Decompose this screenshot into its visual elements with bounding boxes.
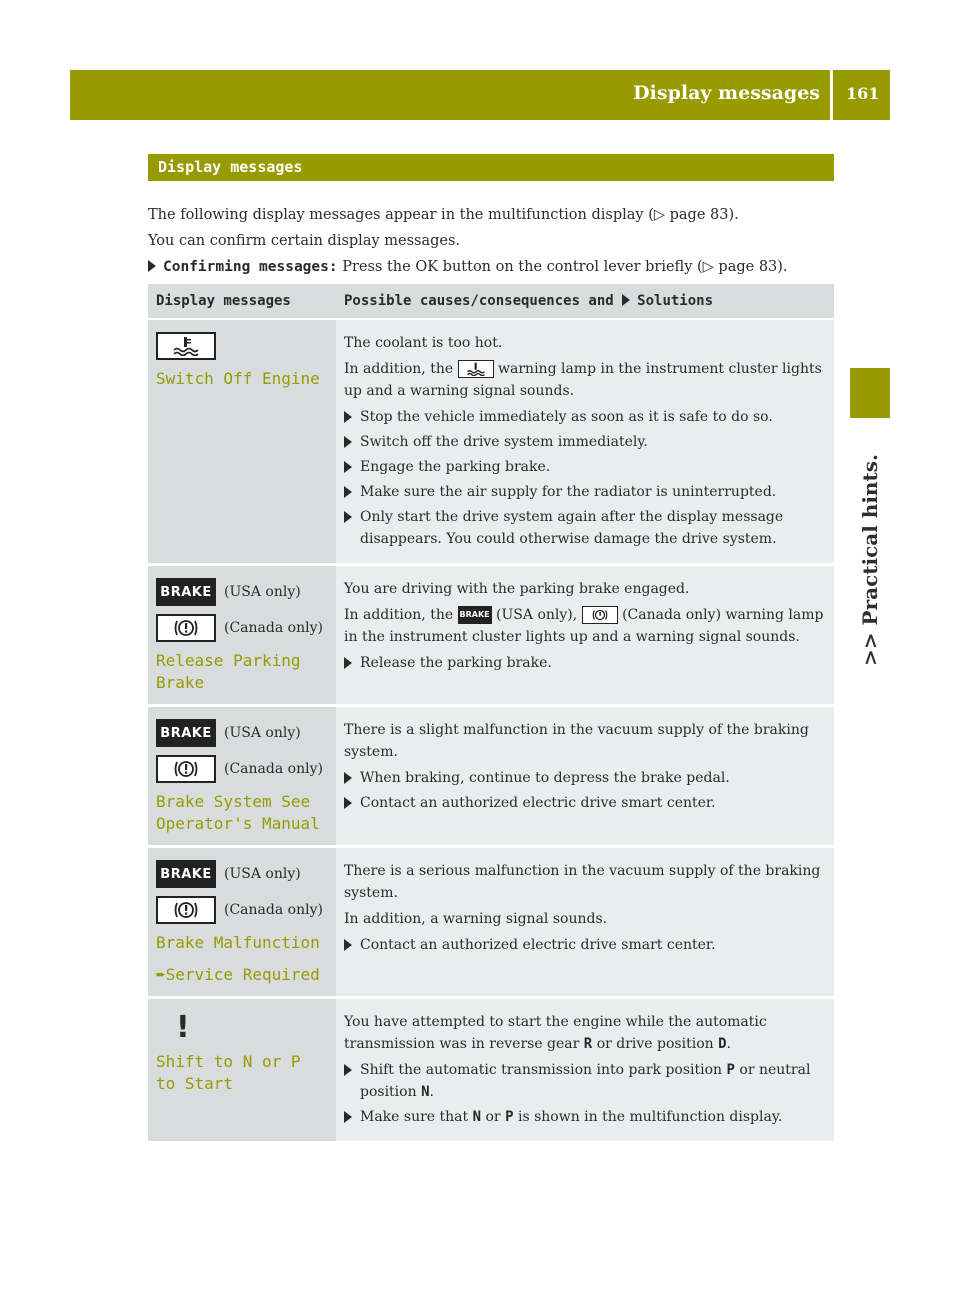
confirm-label: Confirming messages: bbox=[163, 259, 338, 275]
intro-line-1: The following display messages appear in the multifunction display (▷ page 83). bbox=[148, 207, 739, 223]
coolant-temperature-icon bbox=[156, 332, 216, 360]
display-message: Brake System See Operator's Manual bbox=[156, 792, 320, 833]
col2-text-a: Possible causes/consequences and bbox=[344, 293, 614, 309]
text-fragment: is shown in the multifunction display. bbox=[517, 1109, 783, 1125]
display-message: Release Parking Brake bbox=[156, 651, 301, 692]
solution-step: Contact an authorized electric drive smart center. bbox=[344, 934, 826, 956]
intro-confirm bbox=[148, 254, 838, 280]
exclamation-icon: ! bbox=[176, 1010, 190, 1045]
cause-text: You are driving with the parking brake engaged. bbox=[344, 581, 690, 597]
text-fragment: or drive position bbox=[596, 1036, 714, 1052]
region-label: (Canada only) bbox=[224, 620, 323, 636]
solution-step: Switch off the drive system immediately. bbox=[344, 431, 826, 453]
gear-letter: R bbox=[583, 1036, 593, 1052]
col-display-messages: Display messages bbox=[148, 284, 336, 320]
region-label: (USA only) bbox=[224, 584, 301, 600]
side-tab-marker bbox=[850, 368, 890, 418]
solution-cell bbox=[336, 566, 834, 707]
solution-step bbox=[344, 1106, 826, 1128]
cause-text bbox=[344, 1011, 826, 1055]
brake-circle-warning-icon bbox=[582, 606, 618, 624]
header-divider bbox=[830, 70, 833, 120]
table-header bbox=[148, 284, 834, 320]
brake-warning-icon: BRAKE bbox=[156, 860, 216, 888]
display-message: Shift to N or P to Start bbox=[156, 1052, 301, 1093]
solution-step: When braking, continue to depress the brake pedal. bbox=[344, 767, 826, 789]
cause-text bbox=[344, 358, 826, 402]
table-row bbox=[148, 999, 834, 1144]
solution-step: Engage the parking brake. bbox=[344, 456, 826, 478]
brake-circle-warning-icon bbox=[156, 896, 216, 924]
region-label: (Canada only) bbox=[224, 902, 323, 918]
brake-circle-warning-icon bbox=[156, 614, 216, 642]
brake-warning-icon: BRAKE bbox=[156, 578, 216, 606]
table-row bbox=[148, 707, 834, 848]
brake-warning-icon: BRAKE bbox=[458, 606, 492, 624]
text-fragment: or bbox=[485, 1109, 501, 1125]
confirm-text: Press the OK button on the control lever briefly (▷ page 83). bbox=[342, 259, 788, 275]
text-fragment: You have attempted to start the engine while the automatic transmission was in reverse gear bbox=[344, 1014, 767, 1052]
text-fragment: or neutral position bbox=[360, 1062, 811, 1100]
text-fragment: Shift the automatic transmission into park position bbox=[360, 1062, 723, 1078]
gear-letter: P bbox=[726, 1062, 735, 1078]
message-cell bbox=[148, 848, 336, 999]
cause-text: In addition, a warning signal sounds. bbox=[344, 911, 608, 927]
region-label: (USA only) bbox=[224, 725, 301, 741]
text-fragment: In addition, the bbox=[344, 361, 454, 377]
brake-circle-warning-icon bbox=[156, 755, 216, 783]
cause-text: The coolant is too hot. bbox=[344, 335, 503, 351]
section-header bbox=[148, 154, 834, 181]
solution-step: Only start the drive system again after the display message disappears. You could otherwise damage the drive system. bbox=[344, 506, 826, 550]
header-bar bbox=[70, 70, 890, 120]
solution-cell bbox=[336, 848, 834, 999]
solution-cell bbox=[336, 320, 834, 566]
intro-line-2: You can confirm certain display messages. bbox=[148, 233, 461, 249]
text-fragment: In addition, the bbox=[344, 607, 454, 623]
page-number: 161 bbox=[846, 84, 880, 103]
gear-letter: N bbox=[472, 1109, 482, 1125]
side-tab bbox=[856, 430, 884, 690]
solution-step: Stop the vehicle immediately as soon as it is safe to do so. bbox=[344, 406, 826, 428]
solution-step: Release the parking brake. bbox=[344, 652, 826, 674]
text-fragment: . bbox=[429, 1084, 434, 1100]
cause-text: There is a serious malfunction in the vacuum supply of the braking system. bbox=[344, 863, 821, 901]
messages-table bbox=[148, 284, 834, 1144]
bullet-arrow-icon bbox=[622, 294, 630, 306]
brake-warning-icon: BRAKE bbox=[156, 719, 216, 747]
display-message: Brake Malfunction bbox=[156, 933, 320, 952]
text-fragment: (USA only), bbox=[496, 607, 578, 623]
text-fragment: . bbox=[726, 1036, 731, 1052]
message-cell bbox=[148, 999, 336, 1144]
table-row bbox=[148, 848, 834, 999]
display-message: Switch Off Engine bbox=[156, 369, 320, 388]
bullet-arrow-icon bbox=[148, 260, 156, 272]
solution-cell bbox=[336, 999, 834, 1144]
header-title: Display messages bbox=[633, 82, 820, 104]
text-fragment: (Canada only) warning lamp in the instrument cluster lights up and a warning signal sounds. bbox=[344, 607, 824, 645]
solution-step: Contact an authorized electric drive smart center. bbox=[344, 792, 826, 814]
table-row bbox=[148, 320, 834, 566]
display-message-secondary: ➨Service Required bbox=[156, 965, 320, 984]
intro-text bbox=[148, 202, 838, 280]
side-tab-label: >> Practical hints. bbox=[858, 454, 882, 666]
coolant-temperature-icon bbox=[458, 360, 494, 378]
message-cell bbox=[148, 320, 336, 566]
solution-cell bbox=[336, 707, 834, 848]
message-cell bbox=[148, 707, 336, 848]
message-cell bbox=[148, 566, 336, 707]
gear-letter: N bbox=[421, 1084, 430, 1100]
gear-letter: P bbox=[505, 1109, 514, 1125]
col2-text-b: Solutions bbox=[637, 293, 714, 309]
section-title: Display messages bbox=[158, 158, 303, 176]
cause-text: There is a slight malfunction in the vacuum supply of the braking system. bbox=[344, 722, 809, 760]
gear-letter: D bbox=[718, 1036, 727, 1052]
solution-step: Make sure the air supply for the radiator is uninterrupted. bbox=[344, 481, 826, 503]
col-causes-solutions bbox=[336, 284, 834, 320]
text-fragment: Make sure that bbox=[360, 1109, 469, 1125]
solution-step bbox=[344, 1059, 826, 1103]
cause-text bbox=[344, 604, 826, 648]
region-label: (Canada only) bbox=[224, 761, 323, 777]
text-fragment: warning lamp in the instrument cluster lights up and a warning signal sounds. bbox=[344, 361, 822, 399]
region-label: (USA only) bbox=[224, 866, 301, 882]
table-row bbox=[148, 566, 834, 707]
